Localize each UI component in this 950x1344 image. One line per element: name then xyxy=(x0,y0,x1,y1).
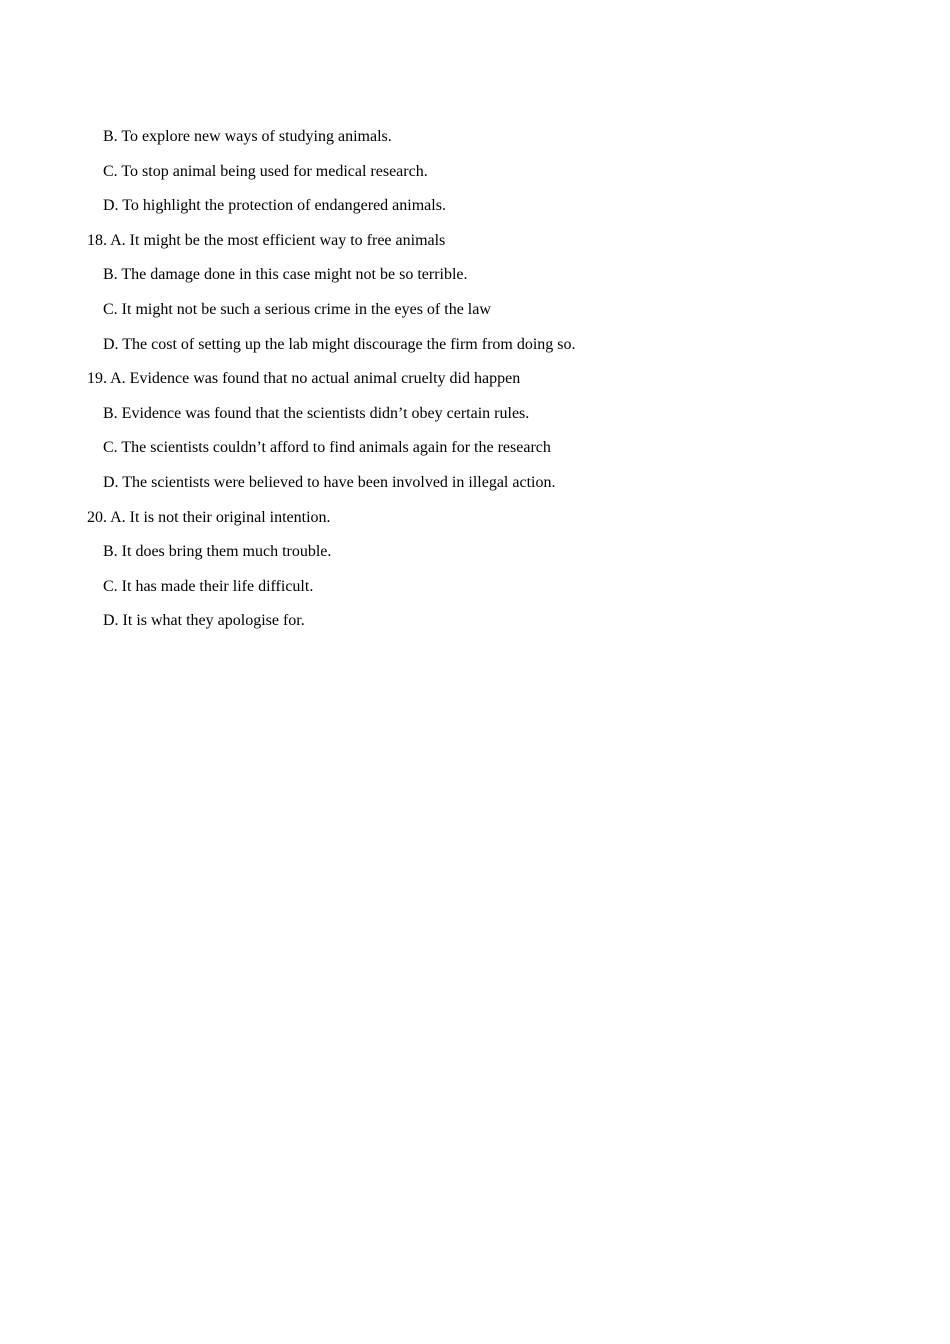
q17-option-d: D. To highlight the protection of endangered animals. xyxy=(103,197,446,215)
q20-option-b: B. It does bring them much trouble. xyxy=(103,543,332,561)
q19-option-b: B. Evidence was found that the scientists didn’t obey certain rules. xyxy=(103,404,530,422)
question-options-block xyxy=(87,125,867,644)
q18-option-d: D. The cost of setting up the lab might discourage the firm from doing so. xyxy=(103,335,576,353)
q19-option-a: 19. A. Evidence was found that no actual animal cruelty did happen xyxy=(87,370,521,388)
q20-option-d: D. It is what they apologise for. xyxy=(103,612,305,630)
q18-option-b: B. The damage done in this case might not be so terrible. xyxy=(103,266,468,284)
q19-option-d: D. The scientists were believed to have been involved in illegal action. xyxy=(103,473,556,491)
q17-option-c: C. To stop animal being used for medical research. xyxy=(103,162,428,180)
q17-option-b: B. To explore new ways of studying animals. xyxy=(103,128,392,145)
q18-option-c: C. It might not be such a serious crime in the eyes of the law xyxy=(103,300,491,318)
q20-option-c: C. It has made their life difficult. xyxy=(103,577,314,595)
q19-option-c: C. The scientists couldn’t afford to find animals again for the research xyxy=(103,439,551,457)
q20-option-a: 20. A. It is not their original intention. xyxy=(87,508,331,526)
q18-option-a: 18. A. It might be the most efficient way to free animals xyxy=(87,231,446,249)
